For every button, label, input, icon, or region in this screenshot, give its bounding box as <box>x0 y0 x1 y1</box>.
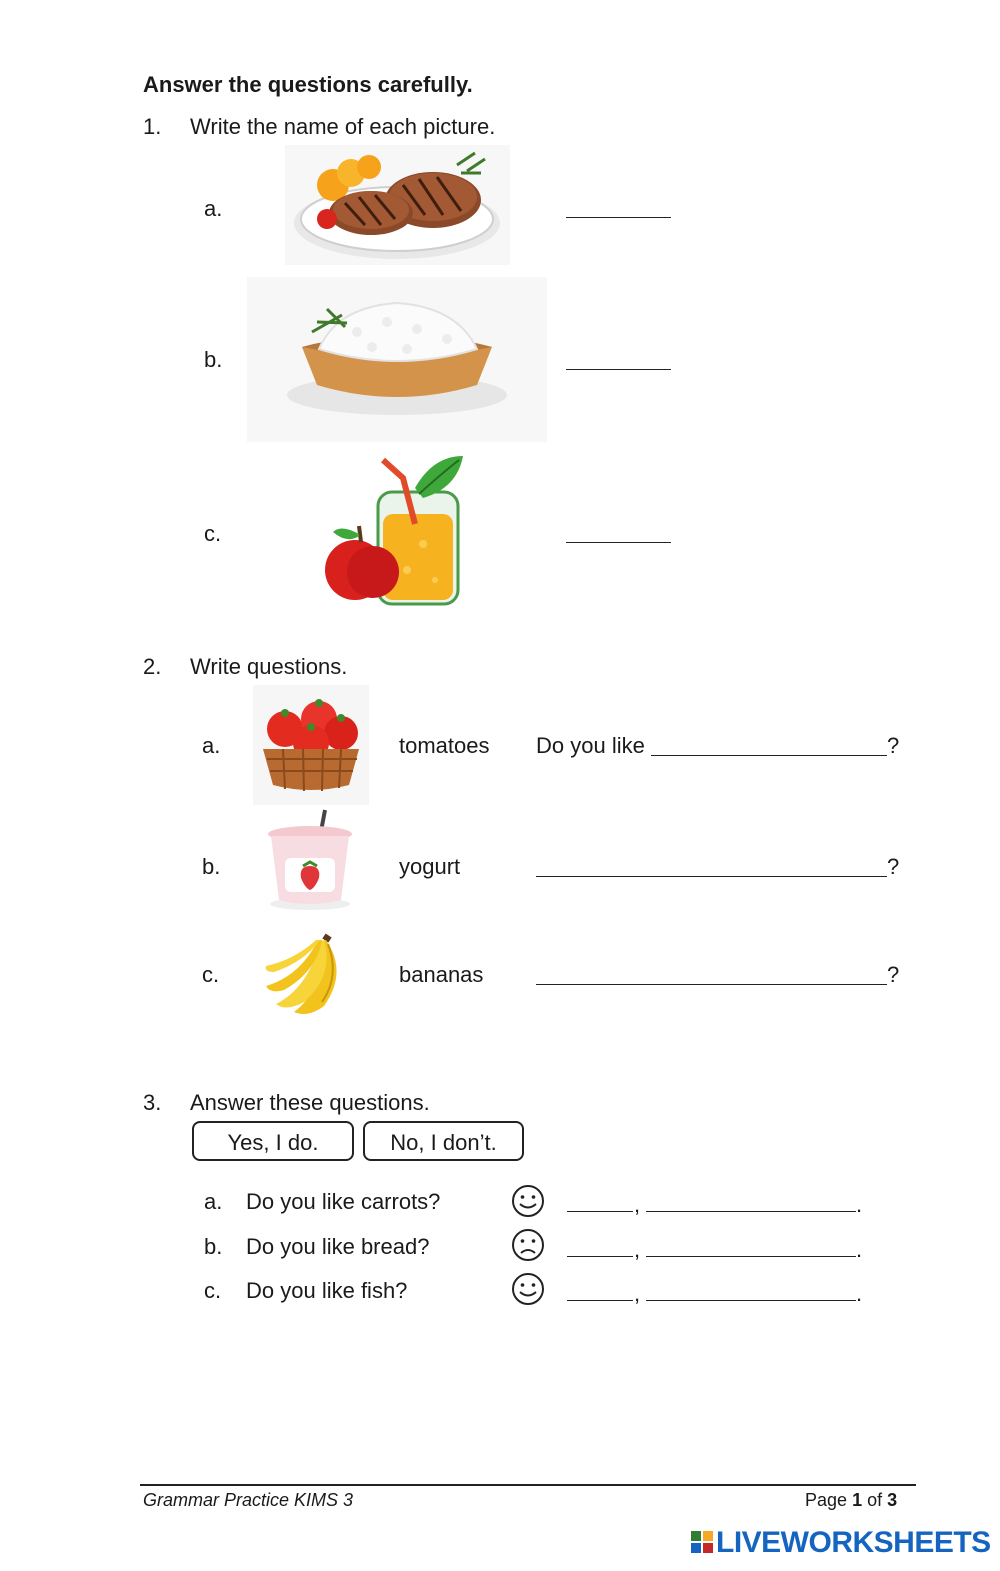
footer-page-number <box>805 1490 897 1511</box>
item-2b-answer-blank[interactable] <box>536 876 887 877</box>
footer-page-label: Page <box>805 1490 848 1510</box>
section-1-instruction: Write the name of each picture. <box>190 114 496 139</box>
liveworksheets-logo-icon <box>690 1529 714 1555</box>
item-1c-answer-blank[interactable] <box>566 542 671 543</box>
item-3a-short-blank[interactable] <box>567 1211 633 1212</box>
item-2a-letter: a. <box>202 733 221 758</box>
item-2c-question-mark: ? <box>887 962 900 987</box>
option-no-box[interactable]: No, I don’t. <box>363 1121 524 1161</box>
section-2-number: 2. <box>143 654 162 679</box>
footer-page-current: 1 <box>852 1490 863 1510</box>
section-2-instruction: Write questions. <box>190 654 348 679</box>
item-2b-letter: b. <box>202 854 221 879</box>
sad-face-icon <box>511 1228 545 1262</box>
item-2a-word: tomatoes <box>399 733 490 758</box>
section-1-number: 1. <box>143 114 162 139</box>
item-3c-short-blank[interactable] <box>567 1300 633 1301</box>
happy-face-icon <box>511 1272 545 1306</box>
item-3c-question: Do you like fish? <box>246 1278 408 1303</box>
item-2b-question-mark: ? <box>887 854 900 879</box>
footer-page-total: 3 <box>887 1490 898 1510</box>
item-3c-letter: c. <box>204 1278 222 1303</box>
item-3a-letter: a. <box>204 1189 223 1214</box>
item-1b-letter: b. <box>204 347 223 372</box>
item-3a-period: . <box>856 1192 863 1217</box>
item-1c-letter: c. <box>204 521 222 546</box>
juice-apple-icon <box>323 452 473 610</box>
item-2a-prefix: Do you like <box>536 733 645 758</box>
item-2a-answer-blank[interactable] <box>651 755 887 756</box>
item-3a-question: Do you like carrots? <box>246 1189 441 1214</box>
liveworksheets-logo-text: LIVEWORKSHEETS <box>716 1526 991 1559</box>
item-3c-comma: , <box>634 1281 641 1306</box>
yogurt-cup-icon <box>263 808 357 912</box>
item-1a-answer-blank[interactable] <box>566 217 671 218</box>
footer-page-of: of <box>867 1490 883 1510</box>
item-1a-letter: a. <box>204 196 223 221</box>
item-3c-long-blank[interactable] <box>646 1300 856 1301</box>
item-3b-short-blank[interactable] <box>567 1256 633 1257</box>
item-3b-long-blank[interactable] <box>646 1256 856 1257</box>
item-2a-question-line <box>536 733 645 759</box>
item-1b-answer-blank[interactable] <box>566 369 671 370</box>
tomato-basket-icon <box>253 685 369 805</box>
footer-divider <box>140 1484 916 1486</box>
item-2a-question-mark: ? <box>887 733 900 758</box>
item-2b-word: yogurt <box>399 854 461 879</box>
item-3a-long-blank[interactable] <box>646 1211 856 1212</box>
bananas-icon <box>264 932 356 1016</box>
steak-plate-icon <box>285 145 510 265</box>
item-2c-word: bananas <box>399 962 484 987</box>
item-2c-letter: c. <box>202 962 220 987</box>
footer-worksheet-name: Grammar Practice KIMS 3 <box>143 1490 354 1510</box>
option-yes-box[interactable]: Yes, I do. <box>192 1121 354 1161</box>
item-2c-answer-blank[interactable] <box>536 984 887 985</box>
item-3b-comma: , <box>634 1237 641 1262</box>
happy-face-icon <box>511 1184 545 1218</box>
item-3b-letter: b. <box>204 1234 223 1259</box>
rice-bowl-icon <box>247 277 547 442</box>
section-3-instruction: Answer these questions. <box>190 1090 430 1115</box>
item-3c-period: . <box>856 1281 863 1306</box>
liveworksheets-logo[interactable] <box>690 1526 991 1560</box>
item-3b-question: Do you like bread? <box>246 1234 430 1259</box>
item-3a-comma: , <box>634 1192 641 1217</box>
item-3b-period: . <box>856 1237 863 1262</box>
worksheet-title: Answer the questions carefully. <box>143 72 473 97</box>
section-3-number: 3. <box>143 1090 162 1115</box>
